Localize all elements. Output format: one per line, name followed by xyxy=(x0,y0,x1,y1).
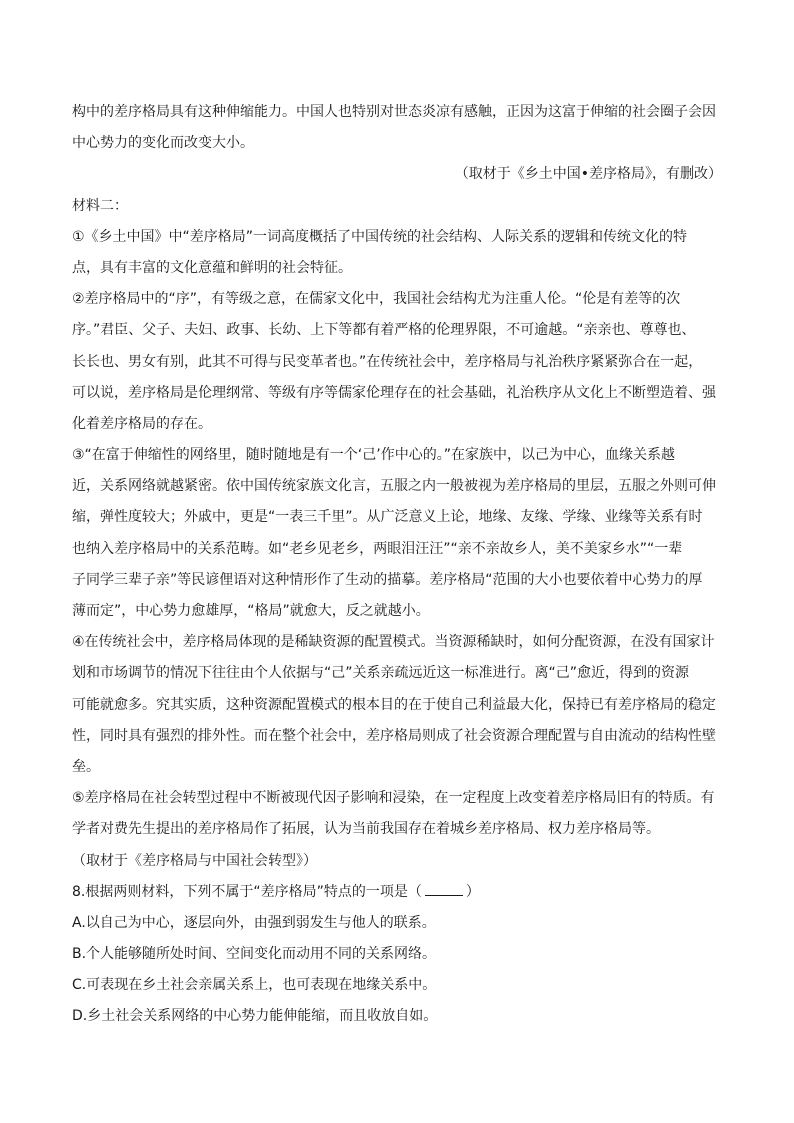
text-line: 学者对费先生提出的差序格局作了拓展，认为当前我国存在着城乡差序格局、权力差序格局等。 xyxy=(72,821,660,838)
text-line: ③“在富于伸缩性的网络里，随时随地是有一个‘己’作中心的。”在家族中，以己为中心，血缘关系越 xyxy=(72,447,675,464)
paragraph-5 xyxy=(72,783,722,845)
text-line: 点，具有丰富的文化意蕴和鲜明的社会特征。 xyxy=(72,259,352,276)
question-8 xyxy=(72,877,722,1033)
text-line: ②差序格局中的“序”，有等级之意，在儒家文化中，我国社会结构尤为注重人伦。“伦是有差等的次 xyxy=(72,291,681,308)
text-line: 中心势力的变化而改变大小。 xyxy=(72,135,254,152)
option-b: B.个人能够随所处时间、空间变化而动用不同的关系网络。 xyxy=(72,946,437,963)
text-line: 划和市场调节的情况下往往由个人依据与“己”关系亲疏远近这一标准进行。离“己”愈近，得到的资源 xyxy=(72,665,690,682)
text-line: ④在传统社会中，差序格局体现的是稀缺资源的配置模式。当资源稀缺时，如何分配资源，在没有国家计 xyxy=(72,634,715,651)
text-line: 化着差序格局的存在。 xyxy=(72,415,212,432)
text-line: 子同学三辈子亲”等民谚俚语对这种情形作了生动的描摹。差序格局“范围的大小也要依着中心势力的厚 xyxy=(72,571,703,588)
text-line: 性，同时具有强烈的排外性。而在整个社会中，差序格局则成了社会资源合理配置与自由流动的结构性壁 xyxy=(72,727,716,744)
paragraph-2 xyxy=(72,284,722,440)
option-d: D.乡土社会关系网络的中心势力能伸能缩，而且收放自如。 xyxy=(72,1008,438,1025)
text-line: ①《乡土中国》中“差序格局”一词高度概括了中国传统的社会结构、人际关系的逻辑和传统文化的特 xyxy=(72,228,688,245)
text-line: 近，关系网络就越紧密。依中国传统家族文化言，五服之内一般被视为差序格局的里层，五服之外则可伸 xyxy=(72,478,716,495)
text-line: ⑤差序格局在社会转型过程中不断被现代因子影响和浸染，在一定程度上改变着差序格局旧有的特质。有 xyxy=(72,790,715,807)
text-line: 序。”君臣、父子、夫妇、政事、长幼、上下等都有着严格的伦理界限，不可逾越。“亲亲也、尊尊也、 xyxy=(72,322,696,339)
answer-blank[interactable] xyxy=(425,881,463,896)
text-line: 也纳入差序格局中的关系范畴。如“老乡见老乡，两眼泪汪汪”“亲不亲故乡人，美不美家乡水”“一辈 xyxy=(72,540,683,557)
option-c: C.可表现在乡土社会亲属关系上，也可表现在地缘关系中。 xyxy=(72,977,437,994)
paragraph-1 xyxy=(72,222,722,284)
text-line: 垒。 xyxy=(72,758,100,775)
text-line: 薄而定”，中心势力愈雄厚，“格局”就愈大，反之就越小。 xyxy=(72,603,430,619)
document-body xyxy=(72,97,722,1033)
option-a: A.以自己为中心，逐层向外，由强到弱发生与他人的联系。 xyxy=(72,914,436,931)
question-stem-text: 8.根据两则材料，下列不属于“差序格局”特点的一项是（ xyxy=(72,883,422,900)
question-stem xyxy=(72,877,722,908)
source-citation-1: （取材于《乡土中国•差序格局》，有删改） xyxy=(454,166,722,183)
text-line: 构中的差序格局具有这种伸缩能力。中国人也特别对世态炎凉有感触，正因为这富于伸缩的社会圈子会因 xyxy=(72,104,716,120)
question-stem-close: ） xyxy=(465,883,480,900)
text-line: 可以说，差序格局是伦理纲常、等级有序等儒家伦理存在的社会基础，礼治秩序从文化上不断塑造着、强 xyxy=(72,384,716,401)
material-2-heading: 材料二： xyxy=(72,197,128,214)
material-1-tail xyxy=(72,97,722,159)
text-line: 长长也、男女有别，此其不可得与民变革者也。”在传统社会中，差序格局与礼治秩序紧紧弥合在一起， xyxy=(72,353,703,370)
paragraph-3 xyxy=(72,440,722,627)
paragraph-4 xyxy=(72,627,722,783)
text-line: 可能就愈多。究其实质，这种资源配置模式的根本目的在于使自己利益最大化，保持已有差序格局的稳定 xyxy=(72,696,716,713)
source-citation-2: （取材于《差序格局与中国社会转型》） xyxy=(72,852,317,869)
text-line: 缩，弹性度较大；外戚中，更是“一表三千里”。从广泛意义上论，地缘、友缘、学缘、业缘等关系有时 xyxy=(72,509,703,526)
